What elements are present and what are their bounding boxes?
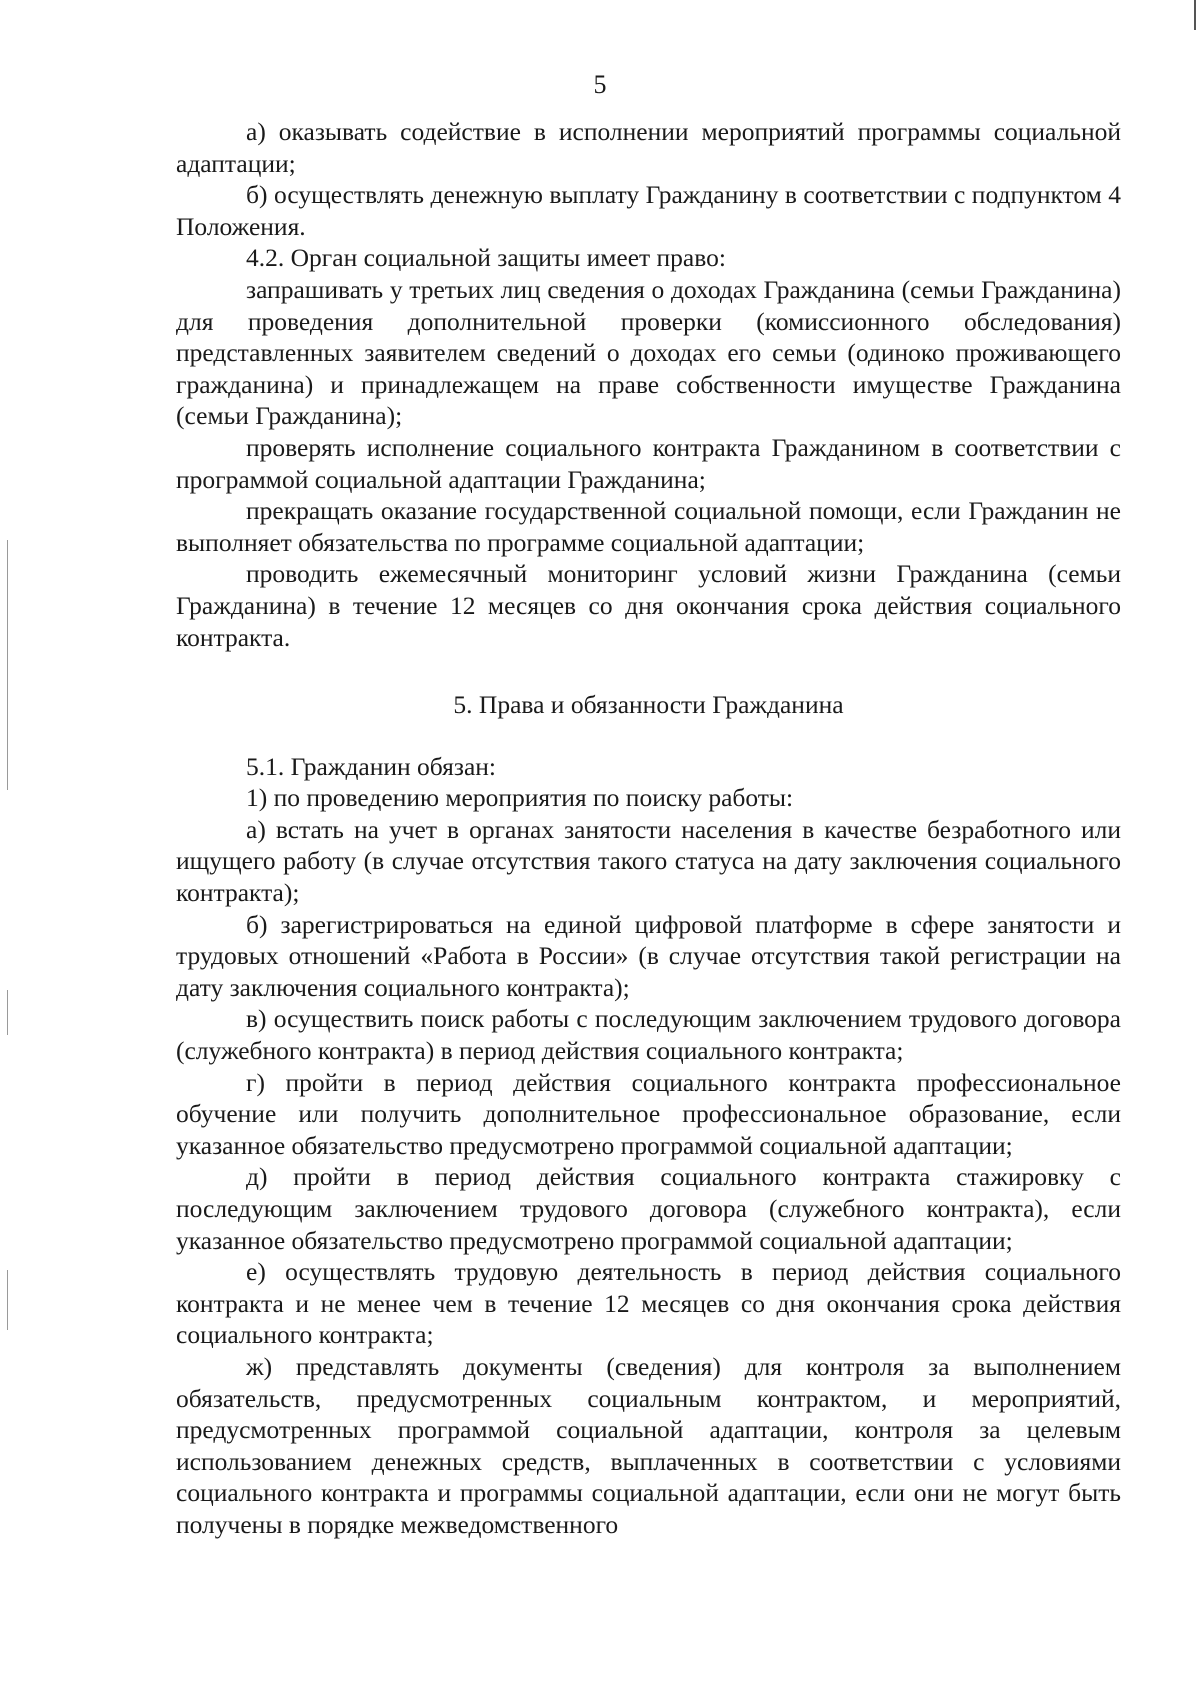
paragraph: проводить ежемесячный мониторинг условий жизни Гражданина (семьи Гражданина) в течение 12 месяцев со дня окончания срока действия социального контракта.	[176, 559, 1121, 652]
paragraph: 1) по проведению мероприятия по поиску работы:	[246, 783, 794, 813]
paragraph: запрашивать у третьих лиц сведения о доходах Гражданина (семьи Гражданина) для проведения дополнительной проверки (комиссионного обследования) представленных заявителем сведений о доходах его семьи (одиноко проживающего гражданина) и принадлежащем на праве собственности имуществе Гражданина (семьи Гражданина);	[176, 274, 1121, 431]
paragraph: г) пройти в период действия социального контракта профессиональное обучение или получить дополнительное профессиональное образование, если указанное обязательство предусмотрено программой социальной адаптации;	[176, 1067, 1121, 1160]
scan-margin-mark	[7, 540, 8, 790]
paragraph: б) осуществлять денежную выплату Гражданину в соответствии с подпунктом 4 Положения.	[176, 180, 1121, 241]
section-heading: 5. Права и обязанности Гражданина	[453, 690, 844, 720]
paragraph: ж) представлять документы (сведения) для контроля за выполнением обязательств, предусмотренных социальным контрактом, и мероприятий, предусмотренных программой социальной адаптации, контроля за целевым использованием денежных средств, выплаченных в соответствии с условиями социального контракта и программы социальной адаптации, если они не могут быть получены в порядке межведомственного	[176, 1351, 1121, 1539]
page-number: 5	[593, 70, 607, 99]
paragraph: прекращать оказание государственной социальной помощи, если Гражданин не выполняет обязательства по программе социальной адаптации;	[176, 496, 1121, 557]
document-body	[176, 116, 1121, 1541]
paragraph: 4.2. Орган социальной защиты имеет право:	[246, 243, 726, 273]
paragraph: а) оказывать содействие в исполнении мероприятий программы социальной адаптации;	[176, 117, 1121, 178]
paragraph: в) осуществить поиск работы с последующим заключением трудового договора (служебного контракта) в период действия социального контракта;	[176, 1004, 1121, 1066]
paragraph: д) пройти в период действия социального контракта стажировку с последующим заключением трудового договора (служебного контракта), если указанное обязательство предусмотрено программой социальной адаптации;	[176, 1162, 1121, 1255]
paragraph: проверять исполнение социального контракта Гражданином в соответствии с программой социальной адаптации Гражданина;	[176, 432, 1121, 494]
paragraph: а) встать на учет в органах занятости населения в качестве безработного или ищущего работу (в случае отсутствия такого статуса на дату заключения социального контракта);	[176, 814, 1121, 908]
paragraph: е) осуществлять трудовую деятельность в период действия социального контракта и не менее чем в течение 12 месяцев со дня окончания срока действия социального контракта;	[176, 1257, 1121, 1350]
paragraph: б) зарегистрироваться на единой цифровой платформе в сфере занятости и трудовых отношений «Работа в России» (в случае отсутствия такой регистрации на дату заключения социального контракта);	[176, 909, 1121, 1002]
paragraph: 5.1. Гражданин обязан:	[246, 751, 496, 781]
scan-margin-mark	[7, 1270, 8, 1330]
scan-margin-mark	[7, 990, 8, 1035]
scan-edge-mark	[1194, 0, 1196, 30]
